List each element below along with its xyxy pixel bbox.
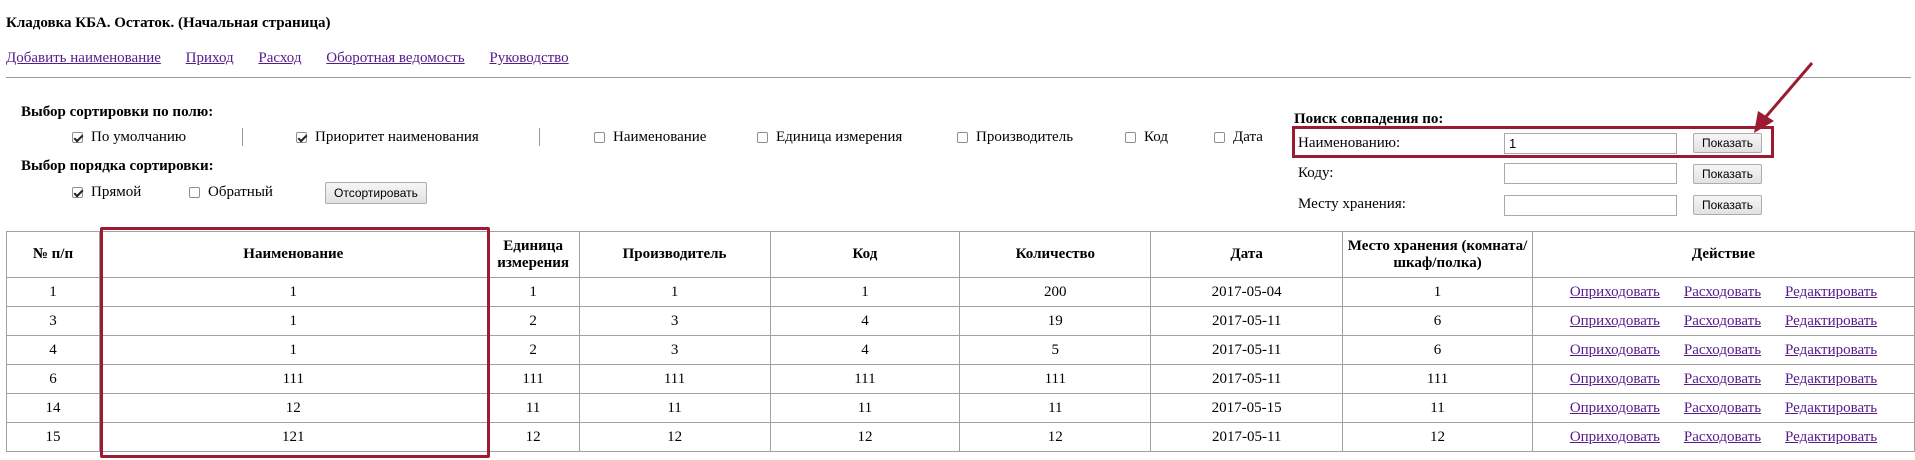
cell-date: 2017-05-04: [1151, 278, 1343, 307]
receive-link[interactable]: Оприходовать: [1569, 370, 1660, 387]
table-row: [7, 307, 1915, 336]
divider: [6, 77, 1911, 78]
page-title: Кладовка КБА. Остаток. (Начальная страница): [6, 15, 331, 31]
sort-field-label: Выбор сортировки по полю:: [21, 104, 214, 120]
cell-name: 121: [99, 423, 487, 452]
spend-link[interactable]: Расходовать: [1683, 312, 1762, 329]
separator: [539, 128, 540, 146]
sort-option-label: Производитель: [976, 129, 1074, 145]
edit-link[interactable]: Редактировать: [1785, 428, 1878, 445]
table-row: [7, 394, 1915, 423]
cell-name: 1: [99, 336, 487, 365]
sort-option-default[interactable]: [72, 129, 186, 146]
sort-option-label: Приоритет наименования: [315, 129, 479, 145]
col-header-manufacturer[interactable]: Производитель: [579, 232, 770, 278]
cell-quantity: 200: [960, 278, 1151, 307]
receive-link[interactable]: Оприходовать: [1569, 341, 1660, 358]
cell-actions: [1532, 365, 1914, 394]
cell-quantity: 12: [960, 423, 1151, 452]
sort-option-name[interactable]: [594, 129, 706, 146]
sort-order-option-label: Прямой: [91, 184, 142, 200]
cell-storage-location: 6: [1343, 336, 1533, 365]
cell-actions: [1532, 423, 1914, 452]
cell-unit: 11: [487, 394, 579, 423]
nav-links: [6, 50, 590, 67]
sort-option-unit[interactable]: [757, 129, 902, 146]
edit-link[interactable]: Редактировать: [1785, 341, 1878, 358]
cell-actions: [1532, 307, 1914, 336]
search-by-code-show-button[interactable]: Показать: [1693, 164, 1762, 184]
sort-option-name-priority[interactable]: [296, 129, 479, 146]
cell-name: 1: [99, 307, 487, 336]
cell-number: 14: [7, 394, 100, 423]
sort-option-label: Дата: [1233, 129, 1263, 145]
col-header-date[interactable]: Дата: [1151, 232, 1343, 278]
checkbox[interactable]: [296, 132, 307, 143]
cell-code: 11: [770, 394, 960, 423]
col-header-quantity[interactable]: Количество: [960, 232, 1151, 278]
cell-code: 111: [770, 365, 960, 394]
cell-date: 2017-05-11: [1151, 423, 1343, 452]
cell-actions: [1532, 278, 1914, 307]
checkbox[interactable]: [594, 132, 605, 143]
cell-quantity: 111: [960, 365, 1151, 394]
cell-name: 12: [99, 394, 487, 423]
spend-link[interactable]: Расходовать: [1683, 399, 1762, 416]
edit-link[interactable]: Редактировать: [1785, 312, 1878, 329]
cell-number: 6: [7, 365, 100, 394]
cell-number: 1: [7, 278, 100, 307]
sort-option-date[interactable]: [1214, 129, 1263, 146]
cell-number: 4: [7, 336, 100, 365]
cell-name: 1: [99, 278, 487, 307]
cell-storage-location: 12: [1343, 423, 1533, 452]
nav-manual[interactable]: Руководство: [489, 50, 569, 66]
stock-table: [6, 231, 1915, 452]
cell-code: 12: [770, 423, 960, 452]
checkbox[interactable]: [72, 132, 83, 143]
nav-expense[interactable]: Расход: [258, 50, 302, 66]
sort-button[interactable]: Отсортировать: [325, 182, 427, 204]
search-title: Поиск совпадения по:: [1294, 111, 1444, 127]
cell-actions: [1532, 394, 1914, 423]
cell-actions: [1532, 336, 1914, 365]
search-by-code-label: Коду:: [1298, 165, 1334, 181]
search-by-storage-input[interactable]: [1504, 195, 1677, 216]
checkbox[interactable]: [757, 132, 768, 143]
cell-number: 3: [7, 307, 100, 336]
search-by-name-label: Наименованию:: [1298, 135, 1401, 151]
col-header-unit[interactable]: Единица измерения: [487, 232, 579, 278]
sort-order-ascending[interactable]: [72, 184, 141, 201]
table-row: [7, 423, 1915, 452]
receive-link[interactable]: Оприходовать: [1569, 399, 1660, 416]
sort-order-descending[interactable]: [189, 184, 273, 201]
spend-link[interactable]: Расходовать: [1683, 428, 1762, 445]
sort-option-label: Код: [1144, 129, 1168, 145]
nav-add-item[interactable]: Добавить наименование: [6, 50, 161, 66]
sort-option-code[interactable]: [1125, 129, 1168, 146]
table-row: [7, 336, 1915, 365]
cell-manufacturer: 3: [579, 336, 770, 365]
cell-quantity: 19: [960, 307, 1151, 336]
col-header-number[interactable]: № п/п: [7, 232, 100, 278]
spend-link[interactable]: Расходовать: [1683, 341, 1762, 358]
checkbox[interactable]: [957, 132, 968, 143]
table-row: [7, 365, 1915, 394]
annotation-arrow-icon: [1740, 55, 1820, 145]
cell-date: 2017-05-11: [1151, 307, 1343, 336]
cell-storage-location: 11: [1343, 394, 1533, 423]
cell-storage-location: 6: [1343, 307, 1533, 336]
table-row: [7, 278, 1915, 307]
cell-storage-location: 1: [1343, 278, 1533, 307]
sort-option-label: По умолчанию: [91, 129, 187, 145]
col-header-actions: Действие: [1532, 232, 1914, 278]
spend-link[interactable]: Расходовать: [1683, 370, 1762, 387]
cell-manufacturer: 1: [579, 278, 770, 307]
separator: [242, 128, 243, 146]
sort-option-label: Единица измерения: [776, 129, 903, 145]
cell-name: 111: [99, 365, 487, 394]
table-header-row: [7, 232, 1915, 278]
search-by-storage-show-button[interactable]: Показать: [1693, 195, 1762, 215]
col-header-code[interactable]: Код: [770, 232, 960, 278]
cell-number: 15: [7, 423, 100, 452]
cell-date: 2017-05-11: [1151, 336, 1343, 365]
cell-manufacturer: 111: [579, 365, 770, 394]
receive-link[interactable]: Оприходовать: [1569, 283, 1660, 300]
col-header-storage-location[interactable]: Место хранения (комната/шкаф/полка): [1343, 232, 1533, 278]
search-by-name-input[interactable]: [1504, 133, 1677, 154]
spend-link[interactable]: Расходовать: [1683, 283, 1762, 300]
edit-link[interactable]: Редактировать: [1785, 399, 1878, 416]
receive-link[interactable]: Оприходовать: [1569, 428, 1660, 445]
cell-manufacturer: 11: [579, 394, 770, 423]
cell-quantity: 11: [960, 394, 1151, 423]
checkbox[interactable]: [1214, 132, 1225, 143]
cell-manufacturer: 12: [579, 423, 770, 452]
cell-code: 1: [770, 278, 960, 307]
cell-unit: 2: [487, 336, 579, 365]
cell-unit: 111: [487, 365, 579, 394]
edit-link[interactable]: Редактировать: [1785, 370, 1878, 387]
col-header-name[interactable]: Наименование: [99, 232, 487, 278]
cell-code: 4: [770, 336, 960, 365]
checkbox[interactable]: [189, 187, 200, 198]
cell-date: 2017-05-15: [1151, 394, 1343, 423]
sort-order-option-label: Обратный: [208, 184, 273, 200]
nav-turnover-report[interactable]: Оборотная ведомость: [326, 50, 465, 66]
checkbox[interactable]: [72, 187, 83, 198]
search-by-code-input[interactable]: [1504, 163, 1677, 184]
receive-link[interactable]: Оприходовать: [1569, 312, 1660, 329]
cell-date: 2017-05-11: [1151, 365, 1343, 394]
nav-income[interactable]: Приход: [185, 50, 234, 66]
search-by-storage-label: Месту хранения:: [1298, 196, 1406, 212]
cell-storage-location: 111: [1343, 365, 1533, 394]
sort-option-manufacturer[interactable]: [957, 129, 1073, 146]
edit-link[interactable]: Редактировать: [1785, 283, 1878, 300]
checkbox[interactable]: [1125, 132, 1136, 143]
cell-code: 4: [770, 307, 960, 336]
cell-quantity: 5: [960, 336, 1151, 365]
sort-order-label: Выбор порядка сортировки:: [21, 158, 214, 174]
table-body: [7, 278, 1915, 452]
cell-unit: 12: [487, 423, 579, 452]
sort-option-label: Наименование: [613, 129, 707, 145]
cell-manufacturer: 3: [579, 307, 770, 336]
cell-unit: 1: [487, 278, 579, 307]
cell-unit: 2: [487, 307, 579, 336]
search-by-name-show-button[interactable]: Показать: [1693, 133, 1762, 153]
